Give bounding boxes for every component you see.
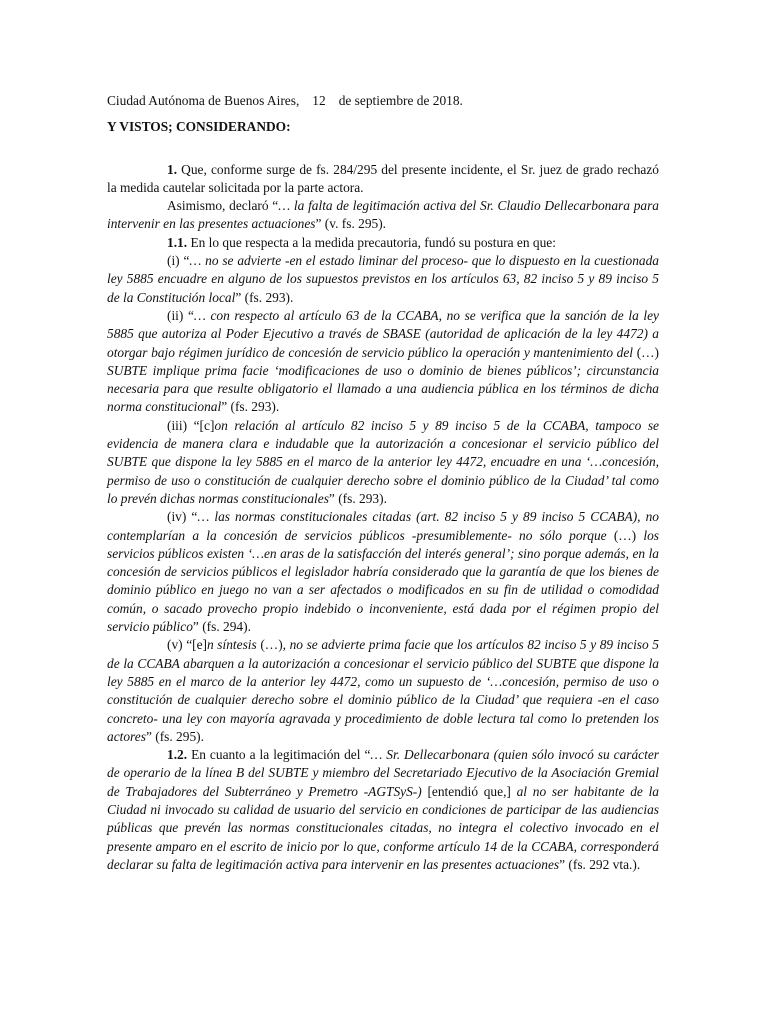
quoted-text: al no ser habitante de la Ciudad ni invocado su calidad de usuario del servicio en condiciones de participar de las audiencias públicas que prevén las normas constitucionales citadas, no integra el colectivo invocado en el presente amparo en el escrito de inicio por lo que, conforme artículo 14 de la CCABA, corresponderá declarar su falta de legitimación activa para intervenir en las presentes actuaciones bbox=[107, 783, 660, 872]
dateline-day: 12 bbox=[312, 93, 326, 108]
document-body bbox=[107, 161, 659, 875]
body-paragraph bbox=[107, 508, 659, 636]
paragraph-text: Asimismo, declaró “ bbox=[167, 198, 279, 214]
paragraph-text: [entendió que,] bbox=[427, 783, 517, 799]
quoted-text: … con respecto al artículo 63 de la CCABA, no se verifica que la sanción de la ley 5885 que autoriza al Poder Ejecutivo a través de SBASE (autoridad de aplicación de la ley 4472) a otorgar bajo régimen jurídico de concesión de servicio público la operación y mantenimiento del bbox=[107, 307, 659, 360]
paragraph-text: (ii) “ bbox=[167, 307, 194, 323]
paragraph-text: (…) bbox=[613, 527, 644, 543]
body-paragraph bbox=[107, 161, 659, 198]
paragraph-text: ” (v. fs. 295). bbox=[315, 216, 387, 232]
paragraph-text: ” (fs. 293). bbox=[221, 399, 280, 415]
paragraph-text: (…) bbox=[260, 637, 283, 653]
paragraph-text: En cuanto a la legitimación del “ bbox=[187, 747, 371, 763]
quoted-text: … la falta de legitimación activa del Sr. Claudio Dellecarbonara para intervenir en las presentes actuaciones bbox=[107, 198, 659, 232]
body-paragraph bbox=[107, 307, 659, 417]
paragraph-text: (iii) “[c] bbox=[167, 417, 215, 433]
body-paragraph bbox=[107, 252, 659, 307]
body-paragraph bbox=[107, 417, 659, 508]
body-paragraph bbox=[107, 234, 659, 252]
body-paragraph bbox=[107, 636, 659, 746]
paragraph-text: ” (fs. 293). bbox=[328, 490, 387, 506]
dateline-month-year: de septiembre de 2018. bbox=[338, 93, 463, 108]
paragraph-text: (v) “[e] bbox=[167, 637, 208, 653]
section-number: 1. bbox=[167, 161, 178, 177]
quoted-text: on relación al artículo 82 inciso 5 y 89 inciso 5 de la CCABA, tampoco se evidencia de manera clara e indudable que la autorización a concesionar el servicio público del SUBTE que dispone la ley 5885 en el marco de la anterior ley 4472, encuadre en una ‘…concesión, permiso de uso o constitución de cualquier derecho sobre el dominio público de la Ciudad’ tal como lo prevén dichas normas constitucionales bbox=[107, 417, 660, 506]
quoted-text: … Sr. Dellecarbonara (quien sólo invocó su carácter de operario de la línea B del SUBTE y miembro del Secretariado Ejecutivo de la Asociación Gremial de Trabajadores del Subterráneo y Premetro -AGTSyS-) bbox=[107, 747, 659, 799]
document-page bbox=[107, 92, 659, 874]
quoted-text: SUBTE implique prima facie ‘modificaciones de uso o dominio de bienes públicos’; circunstancia necesaria para que resulte obligatorio el llamado a una audiencia pública en los términos de dicha norma constitucional bbox=[107, 362, 659, 415]
quoted-text: … no se advierte -en el estado liminar del proceso- que lo dispuesto en la cuestionada ley 5885 encuadre en alguno de los supuestos previstos en los artículos 63, 82 inciso 5 y 89 inciso 5 de la Constitución local bbox=[107, 253, 659, 305]
quoted-text: n síntesis bbox=[207, 637, 261, 653]
section-heading: Y VISTOS; CONSIDERANDO: bbox=[107, 119, 291, 135]
paragraph-text: (iv) “ bbox=[167, 509, 198, 525]
quoted-text: … las normas constitucionales citadas (art. 82 inciso 5 y 89 inciso 5 CCABA), no contemplarían a la concesión de servicios públicos -presumiblemente- no sólo porque bbox=[107, 509, 659, 543]
paragraph-text: En lo que respecta a la medida precautoria, fundó su postura en que: bbox=[187, 234, 556, 250]
dateline-city: Ciudad Autónoma de Buenos Aires, bbox=[107, 93, 300, 108]
quoted-text: los servicios públicos existen ‘…en aras de la satisfacción del interés general’; sino porque además, en la concesión de servicios públicos el legislador habría considerado que la garantía de que los bienes de dominio público en juego no van a ser afectados o modificados en su fin de utilidad o comodidad común, o sacado provecho propio indebido o inconveniente, está dada por el régimen propio del servicio público bbox=[107, 527, 659, 635]
section-number: 1.1. bbox=[167, 234, 188, 250]
quoted-text: , no se advierte prima facie que los artículos 82 inciso 5 y 89 inciso 5 de la CCABA abarquen a la autorización a concesionar el servicio público del SUBTE que dispone la ley 5885 en el marco de la anterior ley 4472, como un supuesto de ‘…concesión, permiso de uso o constitución de cualquier derecho sobre el dominio público de la Ciudad’ que requiera -en el caso concreto- una ley con mayoría agravada y procedimiento de doble lectura tal como lo pretenden los actores bbox=[107, 637, 659, 744]
body-paragraph bbox=[107, 746, 659, 874]
paragraph-text: (i) “ bbox=[167, 253, 190, 269]
paragraph-text: ” (fs. 294). bbox=[192, 619, 251, 635]
paragraph-text: (…) bbox=[636, 344, 659, 360]
paragraph-text: ” (fs. 295). bbox=[145, 728, 204, 744]
paragraph-text: ” (fs. 292 vta.). bbox=[559, 856, 641, 872]
body-paragraph bbox=[107, 197, 659, 234]
paragraph-text: ” (fs. 293). bbox=[235, 289, 294, 305]
section-number: 1.2. bbox=[167, 747, 188, 763]
paragraph-text: Que, conforme surge de fs. 284/295 del presente incidente, el Sr. juez de grado rechazó la medida cautelar solicitada por la parte actora. bbox=[107, 161, 659, 195]
dateline bbox=[107, 92, 659, 110]
